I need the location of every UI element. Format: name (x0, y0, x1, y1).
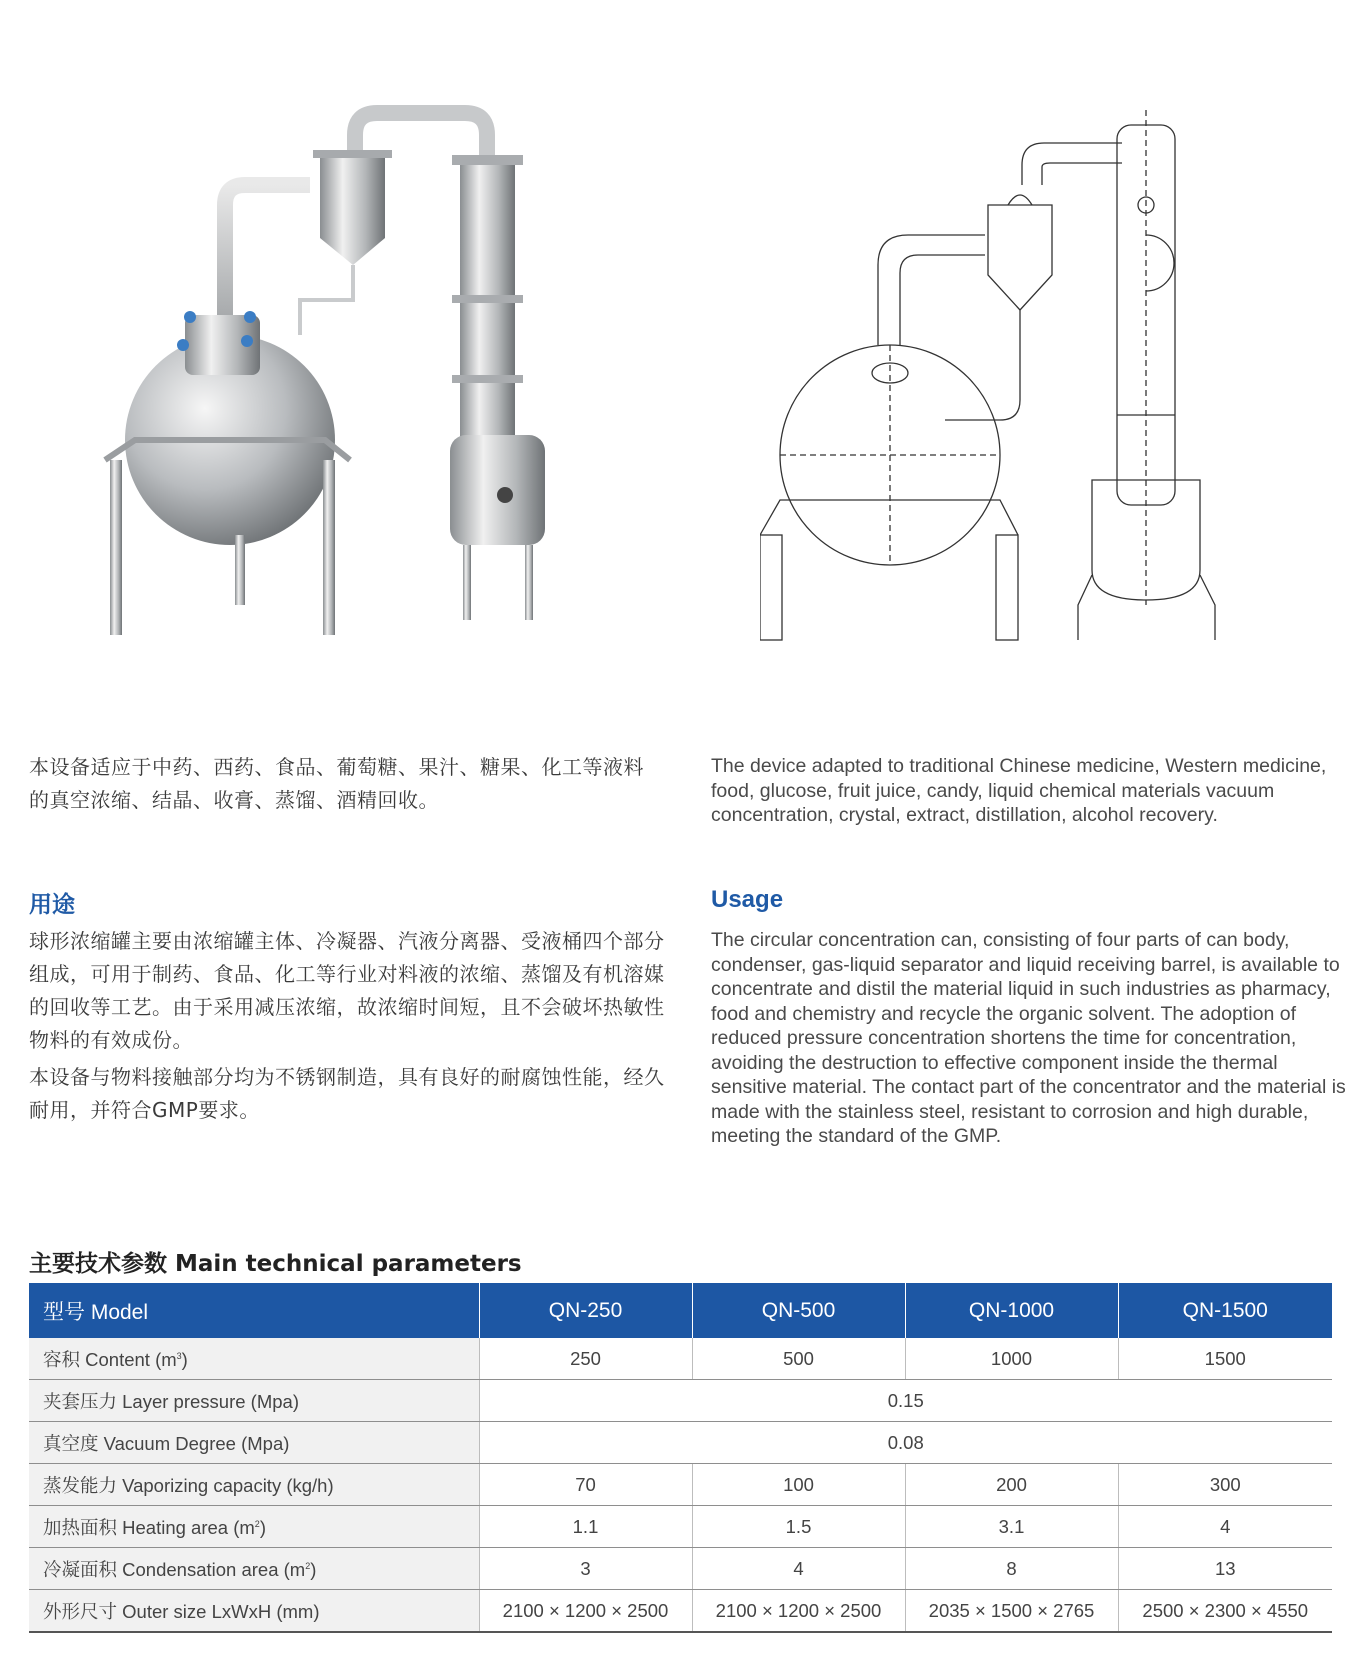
table-row (29, 1548, 1332, 1590)
params-title: 主要技术参数 Main technical parameters (29, 1251, 522, 1277)
header-model: QN-1000 (905, 1283, 1118, 1338)
table-cell: 2500 × 2300 × 4550 (1118, 1590, 1332, 1633)
table-cell: 100 (692, 1464, 905, 1506)
table-cell: 3 (479, 1548, 692, 1590)
table-cell: 250 (479, 1338, 692, 1380)
usage-paragraph-cn-1: 球形浓缩罐主要由浓缩罐主体、冷凝器、汽液分离器、受液桶四个部分组成，可用于制药、食品、化工等行业对料液的浓缩、蒸馏及有机溶媒的回收等工艺。由于采用减压浓缩，故浓缩时间短，且不会破坏热敏性物料的有效成份。 (29, 929, 665, 1052)
intro-text-en (711, 754, 1341, 828)
table-cell: 200 (905, 1464, 1118, 1506)
table-cell: 1.1 (479, 1506, 692, 1548)
table-row (29, 1422, 1332, 1464)
table-cell: 1000 (905, 1338, 1118, 1380)
table-header-row (29, 1283, 1332, 1338)
table-row (29, 1464, 1332, 1506)
table-row (29, 1506, 1332, 1548)
table-cell: 2100 × 1200 × 2500 (479, 1590, 692, 1633)
intro-text-cn (29, 751, 659, 817)
intro-paragraph-cn: 本设备适应于中药、西药、食品、葡萄糖、果汁、糖果、化工等液料的真空浓缩、结晶、收膏、蒸馏、酒精回收。 (29, 755, 644, 812)
usage-paragraph-cn-2: 本设备与物料接触部分均为不锈钢制造，具有良好的耐腐蚀性能，经久耐用，并符合GMP要求。 (29, 1065, 665, 1122)
intro-paragraph-en: The device adapted to traditional Chinese medicine, Western medicine, food, glucose, fruit juice, candy, liquid chemical materials vacuum concentration, crystal, extract, distillation, alcohol recovery. (711, 755, 1327, 826)
row-label: 夹套压力 Layer pressure (Mpa) (29, 1380, 479, 1422)
header-model: QN-500 (692, 1283, 905, 1338)
table-cell: 300 (1118, 1464, 1332, 1506)
usage-heading-en: Usage (711, 886, 784, 913)
table-row (29, 1338, 1332, 1380)
table-cell: 1500 (1118, 1338, 1332, 1380)
equipment-line-drawing (760, 105, 1300, 685)
row-label: 容积 Content $(m^3)$ (29, 1338, 479, 1380)
table-cell: 3.1 (905, 1506, 1118, 1548)
table-cell: 500 (692, 1338, 905, 1380)
row-label: 蒸发能力 Vaporizing capacity (kg/h) (29, 1464, 479, 1506)
equipment-photo (95, 105, 655, 685)
table-cell: 0.15 (479, 1380, 1332, 1422)
usage-paragraph-en: The circular concentration can, consisting of four parts of can body, condenser, gas-liquid separator and liquid receiving barrel, is available to concentrate and distil the material liquid in such industries as pharmacy, food and chemistry and recycle the organic solvent. The adoption of reduced pressure concentration shortens the time for concentration, avoiding the destruction to effective component inside the thermal sensitive material. The contact part of the concentrator and the material is made with the stainless steel, resistant to corrosion and high durable, meeting the standard of the GMP. (711, 929, 1346, 1147)
header-model: QN-1500 (1118, 1283, 1332, 1338)
row-label: 外形尺寸 Outer size LxWxH (mm) (29, 1590, 479, 1633)
table-cell: 8 (905, 1548, 1118, 1590)
table-cell: 4 (692, 1548, 905, 1590)
table-cell: 2100 × 1200 × 2500 (692, 1590, 905, 1633)
usage-text-cn (29, 925, 669, 1127)
table-cell: 70 (479, 1464, 692, 1506)
table-row (29, 1380, 1332, 1422)
table-cell: 0.08 (479, 1422, 1332, 1464)
table-row (29, 1590, 1332, 1633)
row-label: 加热面积 Heating area $(m^2)$ (29, 1506, 479, 1548)
table-cell: 13 (1118, 1548, 1332, 1590)
usage-heading-cn: 用途 (29, 892, 75, 918)
header-model: QN-250 (479, 1283, 692, 1338)
table-cell: 4 (1118, 1506, 1332, 1548)
table-cell: 2035 × 1500 × 2765 (905, 1590, 1118, 1633)
usage-text-en (711, 928, 1351, 1149)
table-cell: 1.5 (692, 1506, 905, 1548)
row-label: 冷凝面积 Condensation area $(m^2)$ (29, 1548, 479, 1590)
header-label: 型号 Model (29, 1283, 479, 1338)
row-label: 真空度 Vacuum Degree (Mpa) (29, 1422, 479, 1464)
params-table (29, 1283, 1332, 1633)
